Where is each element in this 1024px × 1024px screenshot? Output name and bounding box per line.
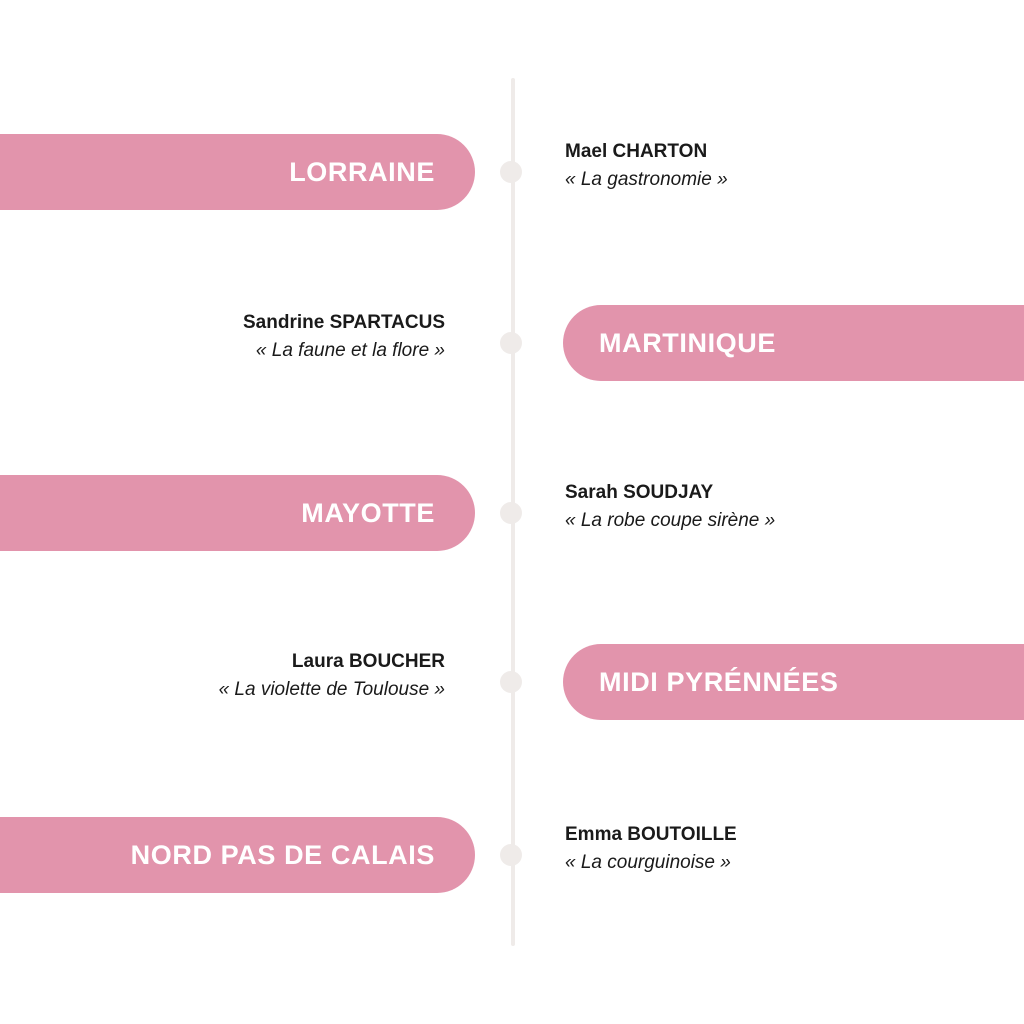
timeline-node [500, 844, 522, 866]
entry-text-block [565, 479, 1005, 534]
person-quote: « La violette de Toulouse » [218, 678, 445, 700]
timeline-row [0, 469, 1024, 557]
entry-text-block [565, 821, 1005, 876]
person-quote: « La faune et la flore » [255, 339, 445, 361]
region-pill-midi-pyrennees [563, 644, 1024, 720]
timeline-row [0, 638, 1024, 726]
region-pill-nord-pas-de-calais [0, 817, 475, 893]
person-name: Mael CHARTON [565, 141, 708, 162]
region-label: MARTINIQUE [599, 327, 776, 358]
region-label: LORRAINE [289, 156, 435, 187]
region-pill-mayotte [0, 475, 475, 551]
timeline-node [500, 671, 522, 693]
region-label: MAYOTTE [301, 497, 435, 528]
person-name: Laura BOUCHER [291, 651, 445, 672]
timeline-row [0, 811, 1024, 899]
timeline-node [500, 502, 522, 524]
timeline-node [500, 332, 522, 354]
timeline-row [0, 299, 1024, 387]
region-pill-martinique [563, 305, 1024, 381]
timeline-row [0, 128, 1024, 216]
person-quote: « La gastronomie » [565, 168, 728, 190]
entry-text-block [40, 309, 445, 364]
person-name: Emma BOUTOILLE [565, 824, 737, 845]
person-name: Sandrine SPARTACUS [243, 312, 445, 333]
person-quote: « La robe coupe sirène » [565, 509, 776, 531]
entry-text-block [40, 648, 445, 703]
person-quote: « La courguinoise » [565, 851, 731, 873]
region-label: MIDI PYRÉNNÉES [599, 666, 839, 697]
timeline-node [500, 161, 522, 183]
person-name: Sarah SOUDJAY [565, 482, 714, 503]
region-label: NORD PAS DE CALAIS [130, 839, 435, 870]
entry-text-block [565, 138, 1005, 193]
region-pill-lorraine [0, 134, 475, 210]
